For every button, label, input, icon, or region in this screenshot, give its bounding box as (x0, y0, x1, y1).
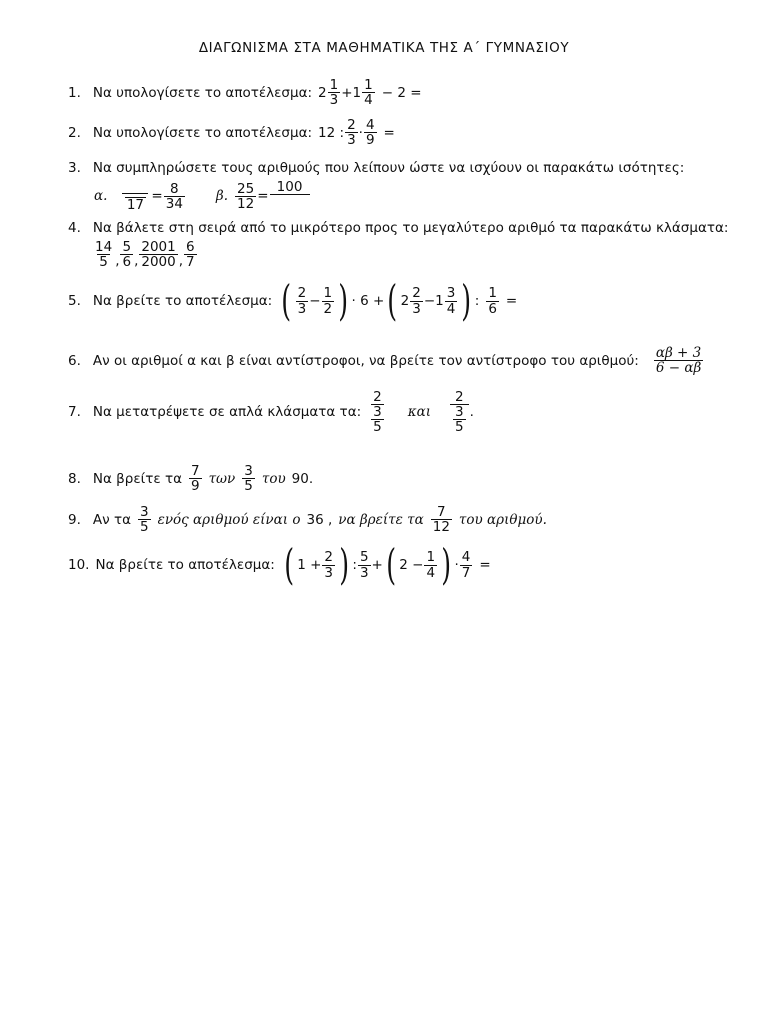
question-number: 10. (68, 557, 90, 573)
question-number: 8. (68, 470, 81, 487)
question-number: 1. (68, 84, 81, 101)
fraction: $\frac{7}{9}$ (190, 463, 200, 495)
question-8 (68, 464, 313, 493)
question-number: 4. (68, 220, 81, 236)
left-paren: ( (387, 276, 398, 325)
fraction-blank: 17 (120, 181, 150, 212)
fraction: $\frac{3}{5}$ (244, 463, 253, 495)
right-paren: ) (441, 540, 452, 589)
question-text: Αν οι αριθμοί α και β είναι αντίστροφοι, να βρείτε τον αντίστροφο του αριθμού: (92, 352, 639, 369)
question-6 (68, 346, 704, 375)
fraction: $\frac{1}{6}$ (488, 285, 497, 317)
fraction: $\frac{1}{2}$ (323, 285, 333, 317)
fraction: $\frac{8}{34}$ (165, 180, 183, 212)
question-text: Να βρείτε το αποτέλεσμα: (92, 293, 273, 309)
expression-tail: 90. (291, 470, 314, 487)
fraction: $\frac{2001}{2000}$ (141, 239, 176, 271)
right-paren: ) (338, 276, 349, 325)
operator: : (352, 557, 357, 573)
operator: = (383, 124, 395, 141)
connector-text: των (208, 470, 236, 487)
operator: + (371, 557, 383, 573)
part-label: β. (215, 188, 229, 205)
fraction: $\frac{7}{12}$ (432, 504, 450, 536)
operator: · (454, 557, 459, 573)
fraction: $\frac{5}{3}$ (359, 549, 369, 581)
question-7 (68, 390, 474, 435)
connector-text: να βρείτε τα (338, 511, 424, 528)
question-number: 3. (68, 160, 81, 176)
fraction: $\frac{14}{5}$ (95, 239, 113, 271)
question-text: Να μετατρέψετε σε απλά κλάσματα τα: (92, 404, 362, 421)
connector-text: του (261, 470, 286, 487)
operator: −1 (423, 293, 444, 309)
expression-part: 12 : (318, 124, 345, 141)
connector-text: και (407, 404, 431, 421)
separator: , (134, 253, 139, 270)
question-text: Να υπολογίσετε το αποτέλεσμα: (92, 84, 313, 101)
operator: : (474, 293, 480, 309)
question-number: 5. (68, 293, 81, 309)
operator: = (151, 188, 163, 205)
fraction: $\frac{2}{3}$ (412, 285, 421, 317)
question-number: 9. (68, 511, 81, 528)
part-label: α. (94, 188, 108, 205)
left-paren: ( (284, 540, 294, 589)
separator: , (178, 253, 184, 270)
fraction: $\frac{3}{5}$ (140, 504, 149, 536)
question-4-fractions (92, 240, 198, 269)
operator: = (505, 293, 518, 309)
right-paren: ) (461, 276, 472, 325)
fraction: $\frac{4}{7}$ (461, 549, 471, 581)
question-text: Να βάλετε στη σειρά από το μικρότερο προς το μεγαλύτερο αριθμό τα παρακάτω κλάσματα: (92, 220, 729, 236)
operator: · 6 + (351, 293, 385, 309)
question-text: Να βρείτε τα (92, 470, 182, 487)
expression-tail: − 2 = (381, 84, 422, 101)
question-10 (68, 540, 491, 589)
left-paren: ( (281, 276, 292, 325)
punctuation: . (469, 404, 474, 421)
separator: , (115, 253, 120, 270)
fraction: $\frac{5}{6}$ (122, 239, 132, 271)
fraction: $\frac{25}{12}$ (237, 180, 255, 212)
operator: − (309, 293, 321, 309)
question-number: 6. (68, 352, 81, 369)
fraction: $\frac{\alpha\beta + 3}{6 - \alpha\beta}$ (655, 345, 702, 377)
fraction-blank: 100 (270, 180, 310, 212)
fraction: $\frac{2}{3}$ (324, 549, 333, 581)
question-text: Αν τα (92, 511, 131, 528)
operator: = (479, 557, 491, 573)
compound-fraction: $\frac{2}{\frac{3}{5}}$ (450, 390, 469, 435)
question-text: Να υπολογίσετε το αποτέλεσμα: (92, 124, 313, 141)
fraction: $\frac{2}{3}$ (297, 285, 307, 317)
operator: · (358, 124, 363, 141)
left-paren: ( (386, 540, 396, 589)
question-5 (68, 276, 518, 325)
question-text: Να συμπληρώσετε τους αριθμούς που λείπουν ώστε να ισχύουν οι παρακάτω ισότητες: (92, 160, 685, 176)
fraction: $\frac{6}{7}$ (186, 239, 195, 271)
question-number: 2. (68, 124, 81, 141)
fraction: $\frac{3}{4}$ (446, 285, 456, 317)
value: 36 , (306, 511, 333, 528)
right-paren: ) (339, 540, 350, 589)
fraction: $\frac{2}{3}$ (347, 117, 356, 149)
question-9 (68, 505, 547, 534)
page-title: ΔΙΑΓΩΝΙΣΜΑ ΣΤΑ ΜΑΘΗΜΑΤΙΚΑ ΤΗΣ Α΄ ΓΥΜΝΑΣΙΟΥ (198, 40, 570, 56)
question-2 (68, 118, 395, 147)
connector-text: ενός αριθμού είναι ο (157, 511, 301, 528)
fraction: $\frac{1}{4}$ (364, 77, 373, 109)
fraction: $\frac{1}{4}$ (426, 549, 436, 581)
question-4 (68, 220, 728, 236)
compound-fraction: $\frac{\frac{2}{3}}{5}$ (373, 389, 382, 436)
expression-part: 1 + (297, 557, 322, 573)
operator: = (257, 188, 269, 205)
question-1 (68, 78, 422, 107)
whole-part: 2 (318, 84, 327, 101)
question-text: Να βρείτε το αποτέλεσμα: (95, 557, 275, 573)
connector-text: του αριθμού. (458, 511, 547, 528)
operator: + (341, 84, 353, 101)
whole-part: 2 (400, 293, 410, 309)
expression-part: 2 − (399, 557, 424, 573)
question-3-parts (94, 180, 311, 212)
whole-part: 1 (352, 84, 362, 101)
question-3 (68, 160, 684, 176)
fraction: $\frac{1}{3}$ (329, 77, 339, 109)
question-number: 7. (68, 404, 81, 421)
fraction: $\frac{4}{9}$ (365, 117, 375, 149)
